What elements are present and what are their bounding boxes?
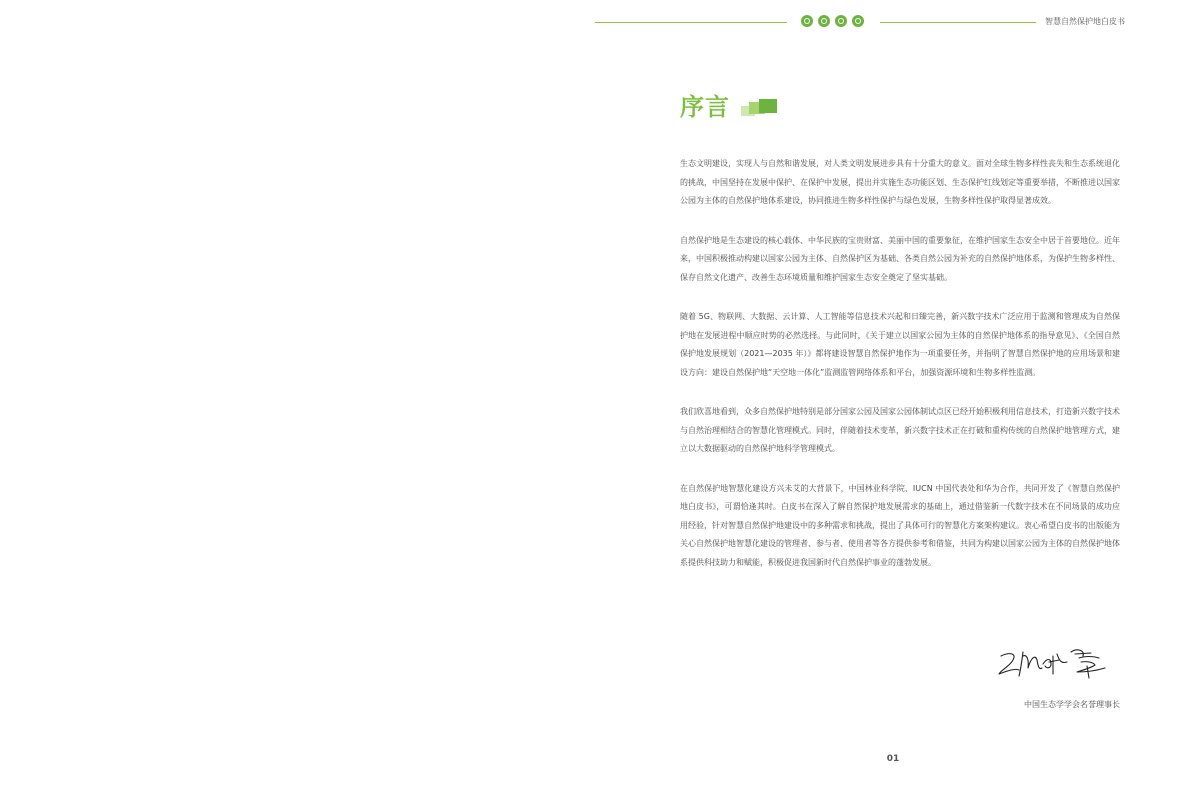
header-icon-group: [801, 15, 864, 27]
title-decoration: [741, 99, 779, 119]
signer-title: 中国生态学学会名誉理事长: [1024, 700, 1120, 709]
eco-leaf-icon: [801, 15, 813, 27]
globe-icon: [852, 15, 864, 27]
preface-body: [680, 155, 1120, 593]
preface-paragraph: 生态文明建设，实现人与自然和谐发展，对人类文明发展进步具有十分重大的意义。面对全球生物多样性丧失和生态系统退化的挑战，中国坚持在发展中保护、在保护中发展，提出并实施生态功能区划、生态保护红线划定等重要举措，不断推进以国家公园为主体的自然保护地体系建设，协同推进生物多样性保护与绿色发展，生物多样性保护取得显著成效。: [680, 159, 1120, 205]
plant-icon: [835, 15, 847, 27]
handwritten-signature: [995, 644, 1120, 682]
header-divider-left: [595, 22, 787, 23]
preface-paragraph: 我们欣喜地看到，众多自然保护地特别是部分国家公园及国家公园体制试点区已经开始积极利用信息技术，打造新兴数字技术与自然治理相结合的智慧化管理模式。同时，伴随着技术变革，新兴数字技术正在打破和重构传统的自然保护地管理方式，建立以大数据驱动的自然保护地科学管理模式。: [680, 407, 1120, 453]
page-number: 01: [886, 754, 900, 764]
preface-paragraph: 在自然保护地智慧化建设方兴未艾的大背景下，中国林业科学院、IUCN 中国代表处和华为合作，共同开发了《智慧自然保护地白皮书》，可谓恰逢其时。白皮书在深入了解自然保护地发展需求的基础上，通过借鉴新一代数字技术在不同场景的成功应用经验，针对智慧自然保护地建设中的多种需求和挑战，提出了具体可行的智慧化方案架构建议。衷心希望白皮书的出版能为关心自然保护地智慧化建设的管理者、参与者、使用者等各方提供参考和借鉴，共同为构建以国家公园为主体的自然保护地体系提供科技助力和赋能，积极促进我国新时代自然保护事业的蓬勃发展。: [680, 483, 1120, 567]
preface-paragraph: 随着 5G、物联网、大数据、云计算、人工智能等信息技术兴起和日臻完善，新兴数字技术广泛应用于监测和管理成为自然保护地在发展进程中顺应时势的必然选择。与此同时，《关于建立以国家公园为主体的自然保护地体系的指导意见》、《全国自然保护地发展规划（2021—2035 年）》都将建设智慧自然保护地作为一项重要任务，并指明了智慧自然保护地的应用场景和建设方向：建设自然保护地“天空地一体化”监测监管网络体系和平台，加强资源环境和生物多样性监测。: [680, 312, 1120, 377]
header-title: 智慧自然保护地白皮书: [1045, 17, 1125, 26]
preface-paragraph: 自然保护地是生态建设的核心载体、中华民族的宝贵财富、美丽中国的重要象征，在维护国家生态安全中居于首要地位。近年来，中国积极推动构建以国家公园为主体、自然保护区为基础、各类自然公园为补充的自然保护地体系，为保护生物多样性、保存自然文化遗产、改善生态环境质量和维护国家生态安全奠定了坚实基础。: [680, 235, 1120, 282]
page-title: 序言: [680, 93, 730, 121]
header-divider-right: [880, 22, 1036, 23]
bird-icon: [818, 15, 830, 27]
